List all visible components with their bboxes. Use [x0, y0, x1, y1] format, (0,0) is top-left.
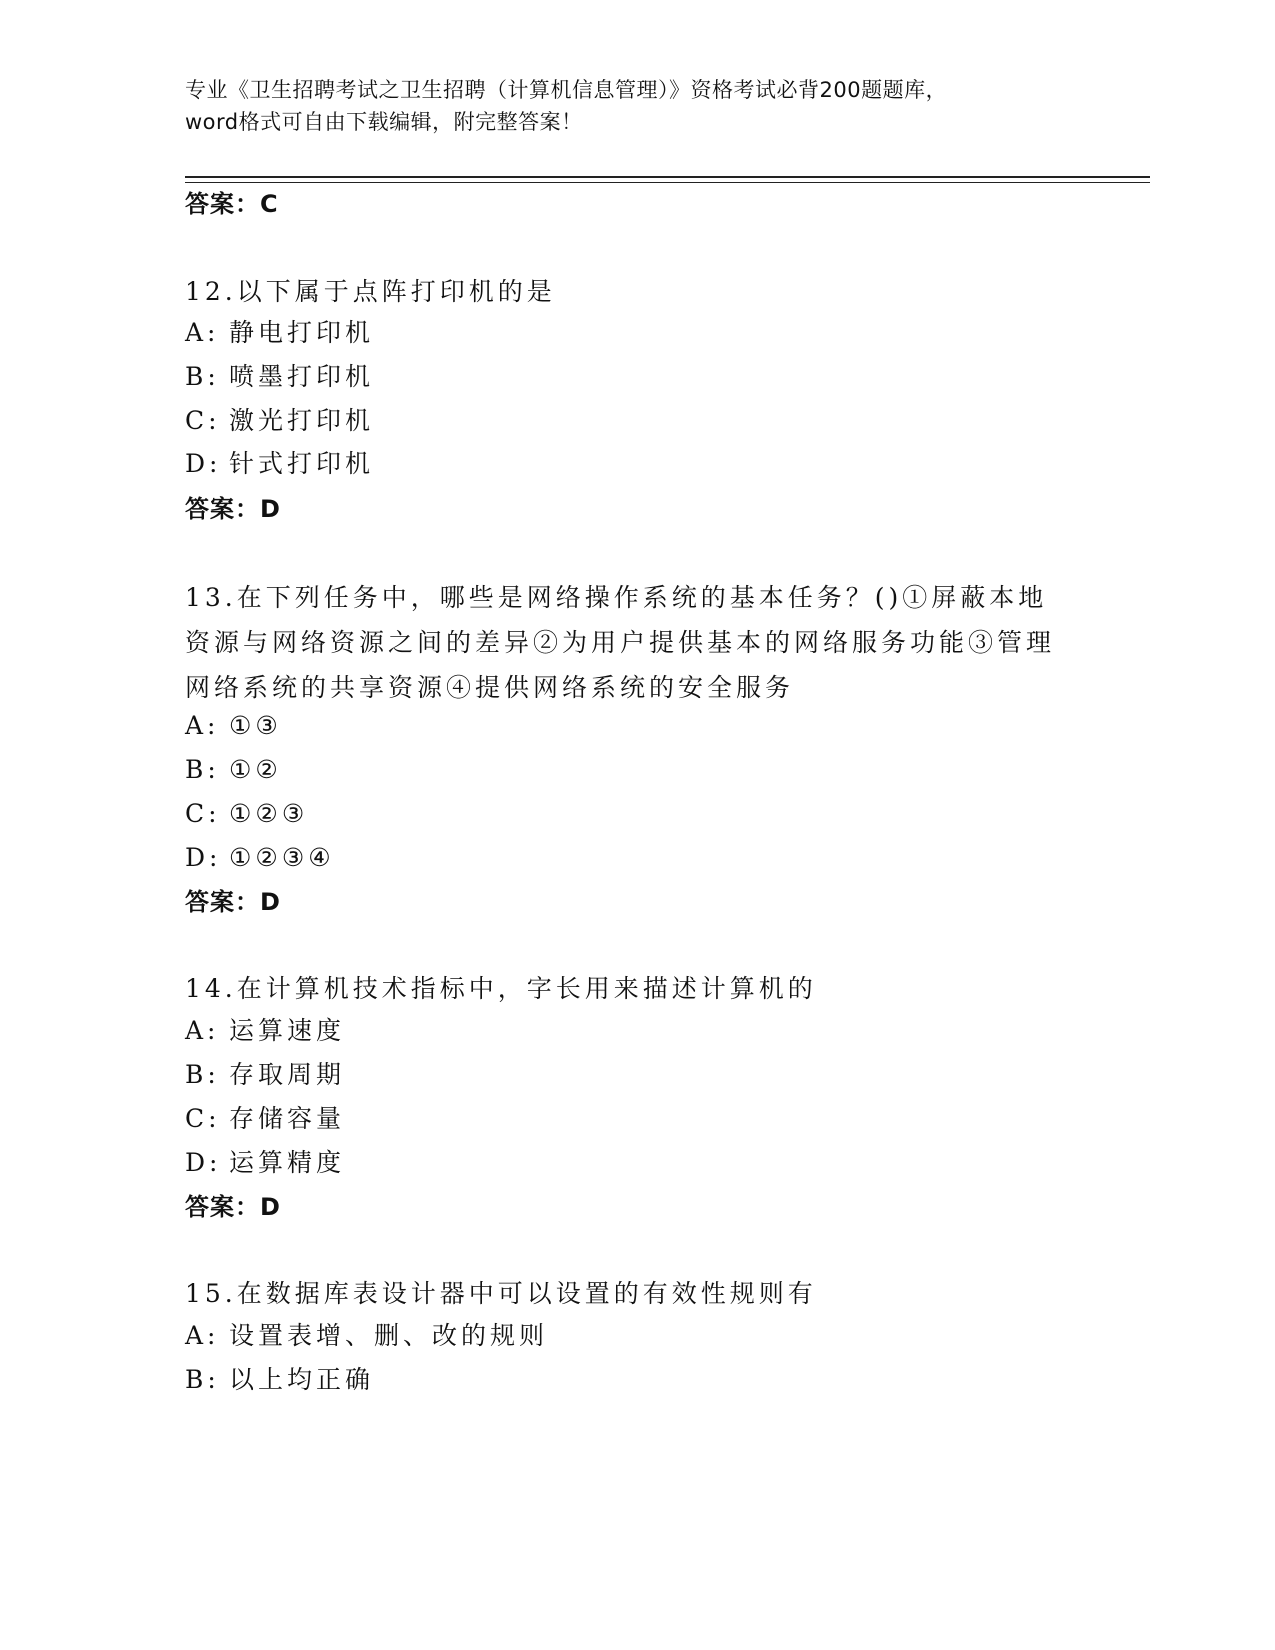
option-text: 运算精度	[229, 1148, 346, 1177]
question-13-option-b	[185, 752, 282, 788]
question-13-option-d	[185, 840, 335, 876]
option-key: D:	[185, 449, 222, 478]
option-key: C:	[185, 799, 221, 828]
option-key: B:	[185, 755, 220, 784]
option-text: 设置表增、删、改的规则	[229, 1321, 549, 1350]
option-text: 静电打印机	[229, 318, 375, 347]
option-text: 激光打印机	[229, 406, 375, 435]
question-12-option-a	[185, 315, 374, 351]
option-text: 针式打印机	[229, 449, 375, 478]
question-12-stem: 12.以下属于点阵打印机的是	[185, 277, 556, 306]
option-key: B:	[185, 362, 220, 391]
option-key: A:	[185, 711, 220, 740]
previous-answer: 答案：C	[185, 190, 279, 218]
header-line-2: word格式可自由下载编辑，附完整答案！	[185, 110, 583, 134]
option-key: A:	[185, 1321, 220, 1350]
question-14-stem: 14.在计算机技术指标中，字长用来描述计算机的	[185, 974, 817, 1003]
option-key: A:	[185, 318, 220, 347]
header-line-1: 专业《卫生招聘考试之卫生招聘（计算机信息管理）》资格考试必背200题题库，	[185, 78, 948, 102]
question-14-answer: 答案：D	[185, 1193, 281, 1221]
question-13-answer: 答案：D	[185, 888, 281, 916]
option-key: B:	[185, 1060, 220, 1089]
question-14-option-c	[185, 1101, 345, 1137]
option-text: 存取周期	[229, 1060, 346, 1089]
question-12-option-b	[185, 359, 374, 395]
question-15-option-a	[185, 1318, 548, 1354]
option-text: 运算速度	[229, 1016, 346, 1045]
question-15-stem: 15.在数据库表设计器中可以设置的有效性规则有	[185, 1279, 817, 1308]
option-key: C:	[185, 406, 221, 435]
question-12-option-c	[185, 403, 374, 439]
question-12-option-d	[185, 446, 374, 482]
question-15-option-b	[185, 1362, 374, 1398]
question-14-option-a	[185, 1013, 345, 1049]
question-13-option-c	[185, 796, 308, 832]
option-text: 喷墨打印机	[229, 362, 375, 391]
header-rule-thick	[185, 176, 1150, 178]
option-key: A:	[185, 1016, 220, 1045]
option-text: 以上均正确	[229, 1365, 375, 1394]
option-key: C:	[185, 1104, 221, 1133]
option-key: D:	[185, 1148, 222, 1177]
question-14-option-d	[185, 1145, 345, 1181]
option-text: ①③	[229, 711, 282, 740]
option-text: 存储容量	[229, 1104, 346, 1133]
header-rule-thin	[185, 182, 1150, 183]
question-13-stem: 13.在下列任务中，哪些是网络操作系统的基本任务？()①屏蔽本地资源与网络资源之间的差异②为用户提供基本的网络服务功能③管理网络系统的共享资源④提供网络系统的安全服务	[185, 583, 1056, 702]
question-12-answer: 答案：D	[185, 495, 281, 523]
option-key: B:	[185, 1365, 220, 1394]
option-text: ①②③	[229, 799, 309, 828]
option-key: D:	[185, 843, 222, 872]
question-13-option-a	[185, 708, 282, 744]
question-14-option-b	[185, 1057, 345, 1093]
option-text: ①②	[229, 755, 282, 784]
option-text: ①②③④	[229, 843, 335, 872]
document-header	[185, 74, 1105, 138]
